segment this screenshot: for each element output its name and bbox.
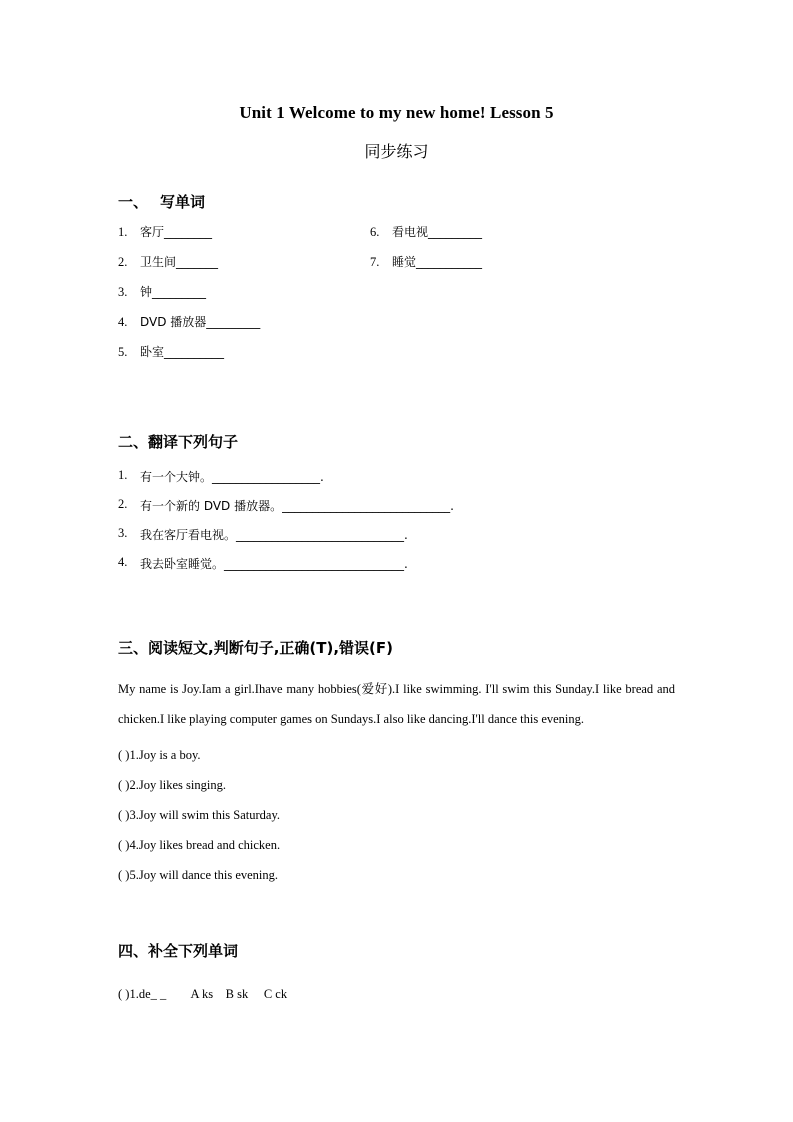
vocab-row [118, 316, 675, 346]
reading-passage: My name is Joy.Iam a girl.Ihave many hobbies(爱好).I like swimming. I'll swim this Sunday.I like bread and chicken.I like playing computer games on Sundays.I also like dancing.I'll dance this evening. [118, 682, 675, 726]
vocab-left-3 [118, 286, 370, 299]
true-false-item[interactable]: ( )5.Joy will dance this evening. [118, 868, 279, 882]
section-3-heading [118, 584, 675, 658]
vocab-left-4 [118, 316, 370, 329]
item-number: 1. [118, 468, 128, 482]
vocab-left-2 [118, 256, 370, 269]
word-completion-item[interactable]: ( )1.de_ _ A ks B sk C ck [118, 987, 288, 1001]
page-title: Unit 1 Welcome to my new home! Lesson 5 [239, 103, 554, 122]
item-text[interactable]: 我去卧室睡觉。______________________________. [140, 557, 408, 571]
item-text[interactable]: 卧室__________ [140, 345, 225, 359]
item-text[interactable]: 有一个大钟。__________________. [140, 470, 324, 484]
true-false-item[interactable]: ( )3.Joy will swim this Saturday. [118, 808, 281, 822]
section-2-heading [118, 376, 675, 452]
section-3-content [118, 658, 675, 890]
item-text[interactable]: DVD 播放器_________ [140, 315, 261, 329]
item-text[interactable]: 卫生间_______ [140, 255, 219, 269]
vocab-right-2 [370, 256, 482, 269]
vocab-right-1 [370, 226, 482, 239]
true-false-item[interactable]: ( )1.Joy is a boy. [118, 748, 201, 762]
section-1-heading [118, 162, 675, 212]
translation-row [118, 526, 675, 555]
item-number: 2. [118, 497, 128, 511]
section-3-number: 三、 [118, 639, 149, 657]
page-subtitle: 同步练习 [364, 142, 429, 161]
section-1-title: 写单词 [160, 193, 206, 211]
item-text[interactable]: 我在客厅看电视。____________________________. [140, 528, 408, 542]
section-2-items [118, 452, 675, 584]
section-1-items [118, 212, 675, 376]
section-1-number: 一、 [118, 193, 149, 211]
vocab-row [118, 286, 675, 316]
item-text[interactable]: 钟_________ [140, 285, 207, 299]
section-4-items [118, 961, 675, 1009]
section-3-title: 阅读短文,判断句子,正确(T),错误(F) [148, 639, 394, 657]
section-2-number: 二、 [118, 433, 149, 451]
item-text[interactable]: 有一个新的 DVD 播放器。____________________________. [140, 499, 454, 513]
true-false-item[interactable]: ( )2.Joy likes singing. [118, 778, 226, 792]
item-number: 1. [118, 225, 128, 239]
item-text[interactable]: 睡觉___________ [392, 255, 483, 269]
true-false-list [118, 734, 675, 890]
translation-row [118, 468, 675, 497]
item-number: 3. [118, 526, 128, 540]
vocab-row [118, 256, 675, 286]
section-4-title: 补全下列单词 [148, 942, 239, 960]
vocab-row [118, 226, 675, 256]
item-number: 5. [118, 345, 128, 359]
item-number: 6. [370, 225, 380, 239]
item-text[interactable]: 看电视_________ [392, 225, 483, 239]
vocab-left-1 [118, 226, 370, 239]
vocab-row [118, 346, 675, 376]
item-number: 2. [118, 255, 128, 269]
section-2-title: 翻译下列句子 [148, 433, 239, 451]
vocab-left-5 [118, 346, 370, 359]
item-number: 7. [370, 255, 380, 269]
translation-row [118, 555, 675, 584]
section-4-heading [118, 890, 675, 961]
item-number: 4. [118, 315, 128, 329]
true-false-item[interactable]: ( )4.Joy likes bread and chicken. [118, 838, 281, 852]
translation-row [118, 497, 675, 526]
item-text[interactable]: 客厅________ [140, 225, 213, 239]
item-number: 4. [118, 555, 128, 569]
item-number: 3. [118, 285, 128, 299]
section-4-number: 四、 [118, 942, 149, 960]
